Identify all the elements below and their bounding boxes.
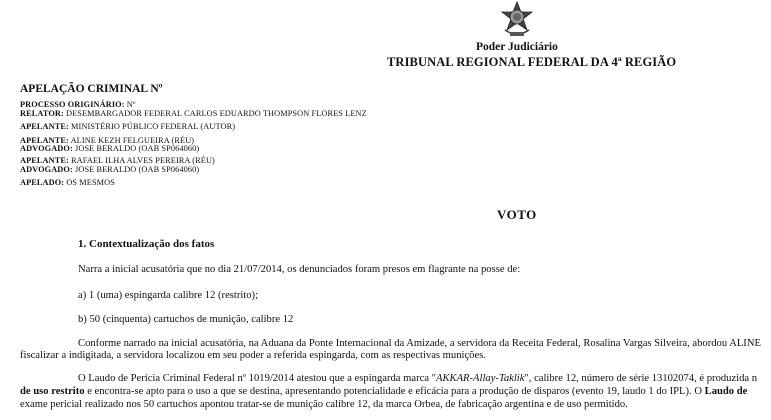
- meta-label: PROCESSO ORIGINÁRIO: [20, 100, 122, 109]
- meta-value: Nº: [126, 100, 136, 109]
- meta-label: APELADO: [20, 178, 62, 187]
- emphasis-text: Laudo de: [704, 386, 748, 397]
- meta-label: APELANTE: [20, 156, 66, 165]
- coat-of-arms-emblem-icon: [497, 0, 537, 40]
- meta-line-relator: RELATOR: DESEMBARGADOR FEDERAL CARLOS EDUARDO THOMPSON FLORES LENZ: [20, 109, 367, 118]
- paragraph-laudo-line-2: [20, 386, 747, 397]
- meta-label: APELANTE: [20, 122, 66, 131]
- list-item-b: b) 50 (cinquenta) cartuchos de munição, calibre 12: [78, 314, 294, 325]
- paragraph-conforme-line-2: fiscalizar a indigitada, a servidora localizou em seu poder a referida espingarda, com as respectivas munições.: [20, 350, 486, 361]
- paragraph-laudo-line-3: exame pericial realizado nos 50 cartuchos apontou tratar-se de munição calibre 12, da marca Orbea, de fabricação argentina e de uso permitido.: [20, 399, 628, 410]
- meta-value: ALINE KEZH FELGUEIRA (RÉU): [70, 136, 195, 145]
- paragraph-conforme-line-1: Conforme narrado na inicial acusatória, na Aduana da Ponte Internacional da Amizade, a servidora da Receita Federal, Rosalina Vargas Silveira, abordou ALINE: [78, 338, 761, 349]
- header-line-1: Poder Judiciário: [476, 41, 558, 53]
- meta-value: OS MESMOS: [66, 178, 115, 187]
- paragraph-laudo-line-1: [78, 373, 757, 384]
- voto-title: VOTO: [497, 207, 537, 222]
- meta-value: DESEMBARGADOR FEDERAL CARLOS EDUARDO THOMPSON FLORES LENZ: [66, 109, 367, 118]
- header-line-2: TRIBUNAL REGIONAL FEDERAL DA 4ª REGIÃO: [387, 55, 677, 69]
- meta-label: ADVOGADO: [20, 165, 70, 174]
- paragraph-narra: Narra a inicial acusatória que no dia 21/07/2014, os denunciados foram presos em flagrante na posse de:: [78, 264, 521, 275]
- meta-line-apelado: APELADO: OS MESMOS: [20, 178, 115, 187]
- list-item-a: a) 1 (uma) espingarda calibre 12 (restrito);: [78, 290, 259, 301]
- meta-line-advogado: ADVOGADO: JOSE BERALDO (OAB SP064060): [20, 165, 200, 174]
- text-segment: O Laudo de Perícia Criminal Federal nº 1019/2014 atestou que a espingarda marca ": [78, 373, 436, 384]
- meta-label: ADVOGADO: [20, 144, 70, 153]
- case-title: APELAÇÃO CRIMINAL Nº: [20, 83, 163, 95]
- meta-value: RAFAEL ILHA ALVES PEREIRA (RÉU): [71, 156, 215, 165]
- meta-line-advogado: ADVOGADO: JOSE BERALDO (OAB SP064060): [20, 144, 200, 153]
- text-segment: e encontra-se apto para o uso a que se destina, apresentando potencialidade e eficácia para a produção de disparos (evento 19, laudo 1 do IPL). O: [84, 386, 705, 397]
- meta-label: APELANTE: [20, 136, 66, 145]
- meta-line-apelante: APELANTE: RAFAEL ILHA ALVES PEREIRA (RÉU): [20, 156, 215, 165]
- emphasis-text: de uso restrito: [20, 386, 85, 397]
- section-heading: 1. Contextualização dos fatos: [78, 238, 215, 250]
- meta-line-apelante: APELANTE: MINISTÉRIO PÚBLICO FEDERAL (AUTOR): [20, 122, 236, 131]
- meta-line-processo: PROCESSO ORIGINÁRIO: Nº: [20, 100, 136, 109]
- meta-value: MINISTÉRIO PÚBLICO FEDERAL (AUTOR): [71, 122, 236, 131]
- meta-label: RELATOR: [20, 109, 61, 118]
- meta-value: JOSE BERALDO (OAB SP064060): [75, 165, 200, 174]
- brand-name: AKKAR-Allay-Taklik: [435, 373, 525, 384]
- meta-value: JOSE BERALDO (OAB SP064060): [75, 144, 200, 153]
- meta-line-apelante: APELANTE: ALINE KEZH FELGUEIRA (RÉU): [20, 136, 195, 145]
- text-segment: ", calibre 12, número de série 13102074, é produzida n: [524, 373, 758, 384]
